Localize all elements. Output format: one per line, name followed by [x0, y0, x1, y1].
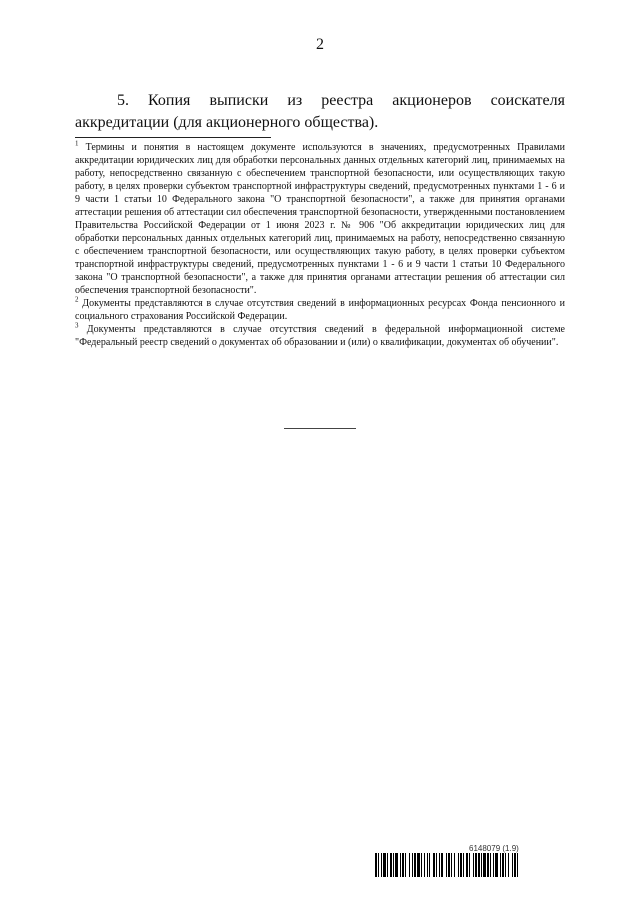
footnote-2	[75, 297, 565, 323]
page-number: 2	[316, 36, 324, 53]
footnotes	[75, 141, 565, 349]
footnote-text: Термины и понятия в настоящем документе используются в значениях, предусмотренных Правилами аккредитации юридических лиц для обработки персональных данных отдельных категорий лиц, принимаемых на работу, непосредственно связанную с обеспечением транспортной безопасности, или осуществляющих такую работу, в целях проверки субъектом транспортной инфраструктуры сведений, предусмотренных пунктами 1 - 6 и 9 части 1 статьи 10 Федерального закона "О транспортной безопасности", а также для принятия органами аттестации решения об аттестации сил обеспечения транспортной безопасности, утвержденными постановлением Правительства Российской Федерации от 1 июня 2023 г. № 906 "Об аккредитации юридических лиц для обработки персональных данных отдельных категорий лиц, принимаемых на работу, непосредственно связанную с обеспечением транспортной безопасности, или осуществляющих такую работу, в целях проверки субъектом транспортной инфраструктуры сведений, предусмотренных пунктами 1 - 6 и 9 части 1 статьи 10 Федерального закона "О транспортной безопасности", а также для принятия органами аттестации решения об аттестации сил обеспечения транспортной безопасности".	[75, 142, 565, 296]
barcode-bar	[518, 853, 520, 877]
footnote-mark: 3	[75, 321, 79, 330]
barcode	[375, 853, 585, 877]
list-item-5: 5. Копия выписки из реестра акционеров соискателя аккредитации (для акционерного общества).	[75, 92, 565, 131]
footnote-mark: 2	[75, 295, 79, 304]
footnote-separator	[75, 137, 271, 138]
footnote-3	[75, 323, 565, 349]
footnote-text: Документы представляются в случае отсутствия сведений в информационных ресурсах Фонда пенсионного и социального страхования Российской Федерации.	[75, 298, 566, 322]
document-code: 6148079 (1.9)	[469, 844, 519, 853]
end-of-document-line	[284, 428, 356, 429]
footnote-text: Документы представляются в случае отсутствия сведений в федеральной информационной системе "Федеральный реестр сведений о документах об образовании и (или) о квалификации, документах об обучении".	[75, 324, 565, 348]
footnote-1	[75, 141, 565, 297]
footnote-mark: 1	[75, 139, 79, 148]
